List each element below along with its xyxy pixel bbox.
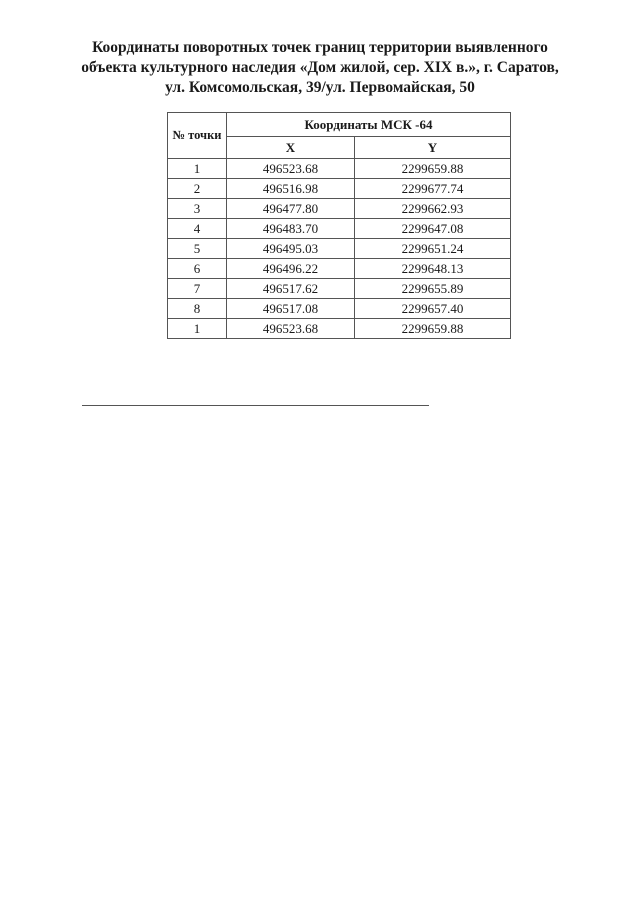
x-cell: 496523.68 [227,159,355,179]
y-cell: 2299662.93 [355,199,511,219]
title-line-1: Координаты поворотных точек границ территории выявленного [92,39,548,56]
coordinates-group-header: Координаты МСК -64 [227,113,511,137]
x-cell: 496496.22 [227,259,355,279]
point-number-cell: 1 [168,319,227,339]
table-row [168,179,511,199]
y-cell: 2299648.13 [355,259,511,279]
y-cell: 2299647.08 [355,219,511,239]
table-row [168,199,511,219]
point-number-cell: 6 [168,259,227,279]
table-row [168,219,511,239]
point-number-cell: 5 [168,239,227,259]
table-row [168,239,511,259]
point-number-cell: 8 [168,299,227,319]
title-line-2: объекта культурного наследия «Дом жилой, сер. XIX в.», г. Саратов, [81,59,559,76]
coordinates-table [167,112,511,339]
point-number-cell: 3 [168,199,227,219]
y-column-header: Y [355,137,511,159]
point-number-cell: 7 [168,279,227,299]
table-row [168,299,511,319]
x-column-header: X [227,137,355,159]
table-row [168,319,511,339]
x-cell: 496516.98 [227,179,355,199]
x-cell: 496517.08 [227,299,355,319]
document-title [0,38,640,98]
y-cell: 2299657.40 [355,299,511,319]
y-cell: 2299659.88 [355,159,511,179]
point-number-header: № точки [168,113,227,159]
x-cell: 496495.03 [227,239,355,259]
y-cell: 2299659.88 [355,319,511,339]
separator-line [82,405,429,406]
x-cell: 496477.80 [227,199,355,219]
y-cell: 2299651.24 [355,239,511,259]
table-row [168,279,511,299]
title-line-3: ул. Комсомольская, 39/ул. Первомайская, 50 [165,79,475,96]
table-row [168,159,511,179]
y-cell: 2299677.74 [355,179,511,199]
x-cell: 496517.62 [227,279,355,299]
x-cell: 496523.68 [227,319,355,339]
point-number-cell: 1 [168,159,227,179]
point-number-cell: 4 [168,219,227,239]
x-cell: 496483.70 [227,219,355,239]
table-row [168,259,511,279]
y-cell: 2299655.89 [355,279,511,299]
point-number-cell: 2 [168,179,227,199]
